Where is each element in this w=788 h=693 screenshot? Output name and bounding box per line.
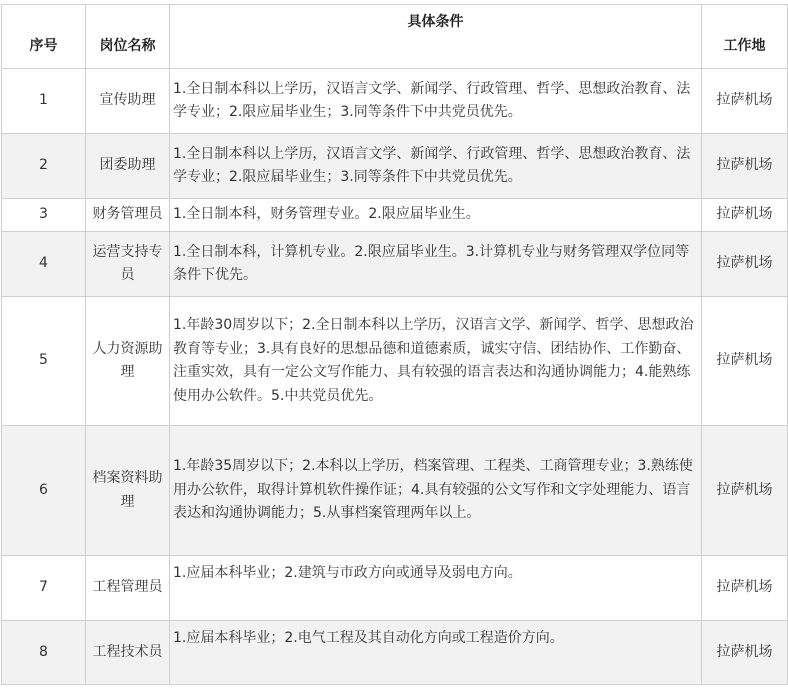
cell-conditions: 1.全日制本科，财务管理专业。2.限应届毕业生。 <box>170 199 702 232</box>
cell-seq: 7 <box>2 556 86 621</box>
cell-seq: 1 <box>2 69 86 134</box>
table-row <box>2 621 788 685</box>
cell-conditions: 1.应届本科毕业；2.电气工程及其自动化方向或工程造价方向。 <box>170 621 702 685</box>
cell-position: 宣传助理 <box>86 69 170 134</box>
cell-location: 拉萨机场 <box>702 199 788 232</box>
cell-location: 拉萨机场 <box>702 426 788 556</box>
cell-seq: 3 <box>2 199 86 232</box>
header-conditions: 具体条件 <box>170 5 702 69</box>
cell-seq: 8 <box>2 621 86 685</box>
cell-seq: 4 <box>2 232 86 297</box>
table-row <box>2 297 788 426</box>
cell-conditions: 1.全日制本科，计算机专业。2.限应届毕业生。3.计算机专业与财务管理双学位同等条件下优先。 <box>170 232 702 297</box>
table-row <box>2 232 788 297</box>
cell-position: 财务管理员 <box>86 199 170 232</box>
table-row <box>2 134 788 199</box>
cell-location: 拉萨机场 <box>702 556 788 621</box>
cell-conditions: 1.全日制本科以上学历，汉语言文学、新闻学、行政管理、哲学、思想政治教育、法学专业；2.限应届毕业生；3.同等条件下中共党员优先。 <box>170 69 702 134</box>
recruitment-table <box>1 4 788 685</box>
cell-position: 档案资料助理 <box>86 426 170 556</box>
header-position: 岗位名称 <box>86 5 170 69</box>
table-row <box>2 556 788 621</box>
table-row <box>2 426 788 556</box>
cell-location: 拉萨机场 <box>702 621 788 685</box>
header-row <box>2 5 788 69</box>
cell-conditions: 1.应届本科毕业；2.建筑与市政方向或通导及弱电方向。 <box>170 556 702 621</box>
cell-location: 拉萨机场 <box>702 232 788 297</box>
table-row <box>2 69 788 134</box>
cell-position: 工程管理员 <box>86 556 170 621</box>
table-row <box>2 199 788 232</box>
cell-location: 拉萨机场 <box>702 134 788 199</box>
cell-seq: 5 <box>2 297 86 426</box>
cell-conditions: 1.全日制本科以上学历，汉语言文学、新闻学、行政管理、哲学、思想政治教育、法学专业；2.限应届毕业生；3.同等条件下中共党员优先。 <box>170 134 702 199</box>
cell-seq: 6 <box>2 426 86 556</box>
cell-location: 拉萨机场 <box>702 69 788 134</box>
cell-position: 运营支持专员 <box>86 232 170 297</box>
cell-position: 团委助理 <box>86 134 170 199</box>
cell-conditions: 1.年龄30周岁以下；2.全日制本科以上学历，汉语言文学、新闻学、哲学、思想政治教育等专业；3.具有良好的思想品德和道德素质，诚实守信、团结协作、工作勤奋、注重实效，具有一定公文写作能力、具有较强的语言表达和沟通协调能力；4.能熟练使用办公软件。5.中共党员优先。 <box>170 297 702 426</box>
header-location: 工作地 <box>702 5 788 69</box>
cell-position: 人力资源助理 <box>86 297 170 426</box>
cell-seq: 2 <box>2 134 86 199</box>
cell-conditions: 1.年龄35周岁以下；2.本科以上学历，档案管理、工程类、工商管理专业；3.熟练使用办公软件，取得计算机软件操作证；4.具有较强的公文写作和文字处理能力、语言表达和沟通协调能力；5.从事档案管理两年以上。 <box>170 426 702 556</box>
header-seq: 序号 <box>2 5 86 69</box>
cell-position: 工程技术员 <box>86 621 170 685</box>
cell-location: 拉萨机场 <box>702 297 788 426</box>
